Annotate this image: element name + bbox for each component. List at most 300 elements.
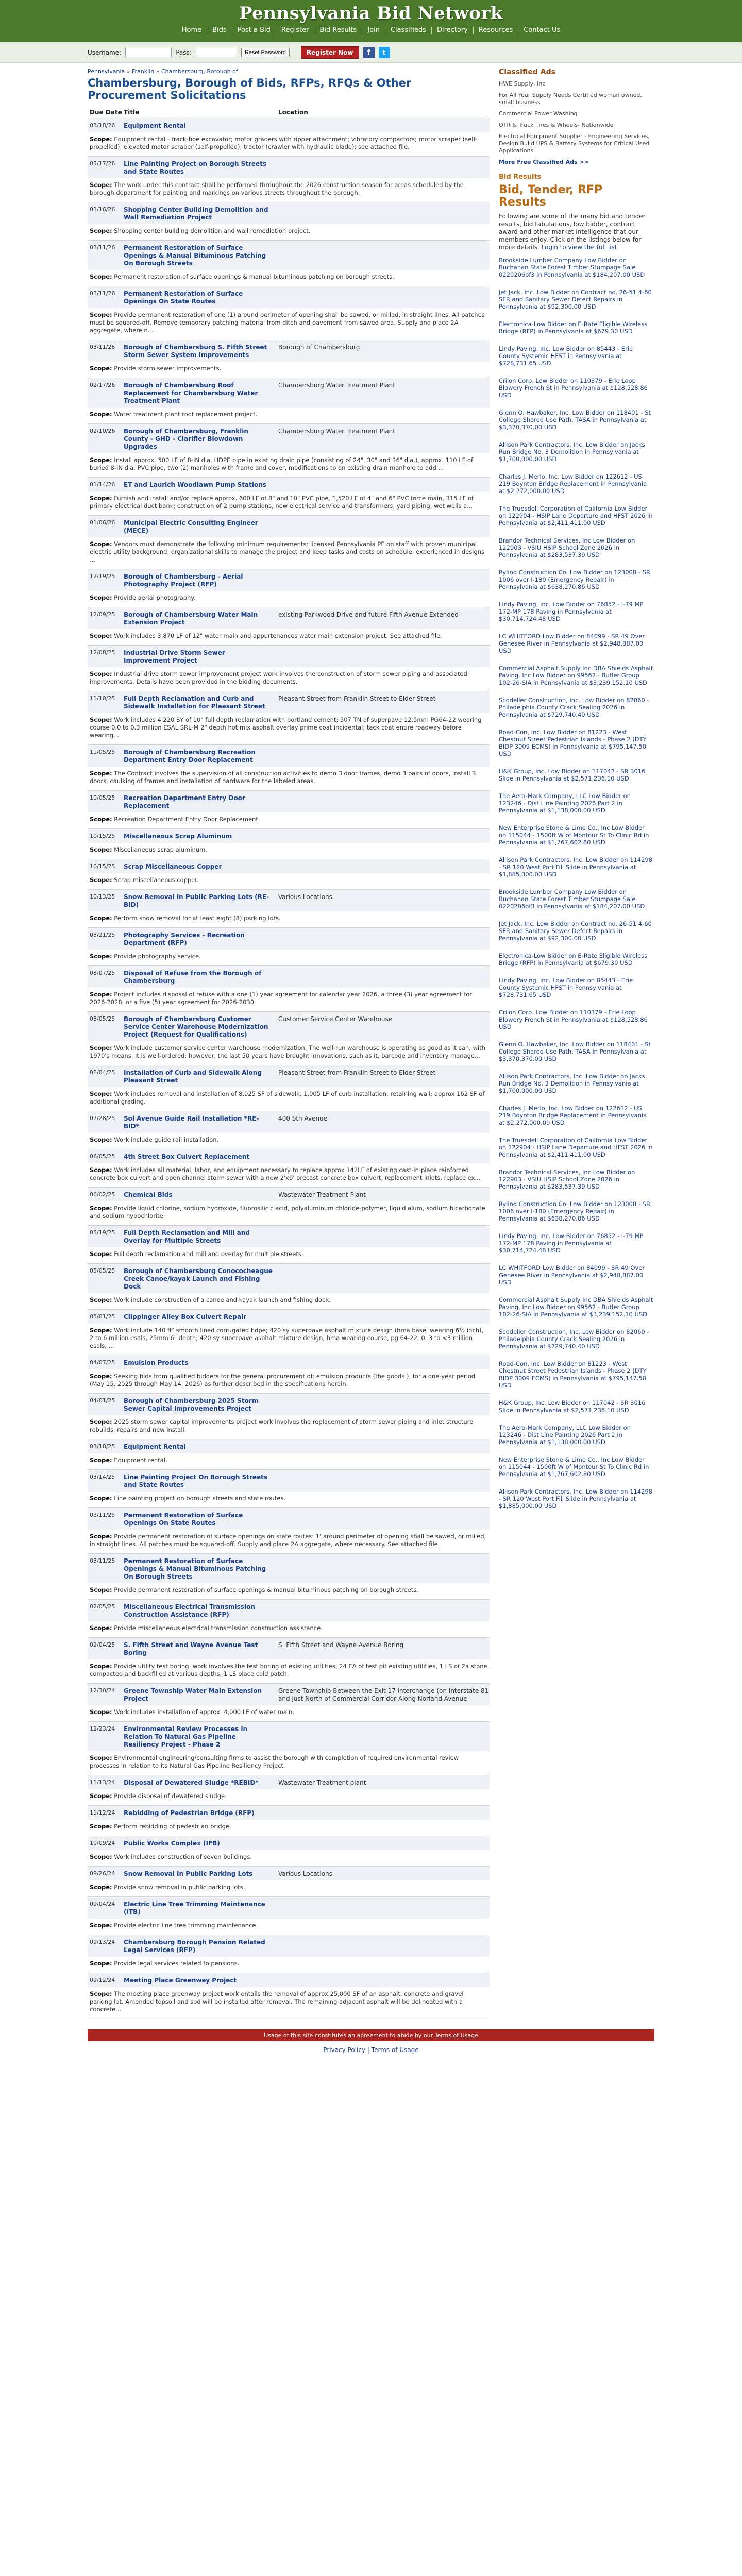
bid-result-item[interactable] [499,1424,653,1446]
bid-title-link[interactable]: Emulsion Products [124,1359,189,1366]
bid-title-link[interactable]: Sol Avenue Guide Rail Installation *RE-BID* [124,1115,259,1130]
bid-result-item[interactable] [499,473,653,495]
bid-row-header [88,1867,490,1880]
nav-item[interactable]: Join [362,27,385,34]
bid-row-header [88,1394,490,1415]
bid-location [278,1840,490,1848]
bid-result-item[interactable] [499,1232,653,1254]
scope-text: Permanent restoration of surface openings & manual bituminous patching on borough streets. [114,273,394,280]
bid-result-link[interactable]: LC WHITFORD Low Bidder on 84099 - SR 49 Over Genesee River in Pennsylvania at $2,948,887.00 USD [499,1264,645,1286]
bid-due-date: 11/05/25 [90,749,115,755]
nav-item[interactable]: Bid Results [314,27,362,34]
scope-label: Scope: [90,914,112,922]
bid-row-header [88,424,490,453]
bid-title-link[interactable]: Installation of Curb and Sidewalk Along Pleasant Street [124,1069,262,1084]
scope-label: Scope: [90,1990,112,1997]
bid-result-link[interactable]: Allison Park Contractors, Inc. Low Bidder on Jacks Run Bridge No. 3 Demolition in Pennsylvania at $1,700,000.00 USD [499,1073,645,1094]
scope-label: Scope: [90,1372,112,1380]
bid-result-link[interactable]: The Aero-Mark Company, LLC Low Bidder on 123246 - Dist Line Painting 2026 Part 2 in Pennsylvania at $1,138,000.00 USD [499,1424,631,1446]
bid-title-link[interactable]: 4th Street Box Culvert Replacement [124,1153,250,1160]
classified-ad[interactable]: Commercial Power Washing [499,110,578,117]
bid-result-item[interactable] [499,1296,653,1318]
scope-label: Scope: [90,1166,112,1174]
bid-result-item[interactable] [499,665,653,686]
bid-row-header [88,691,490,713]
scope-text: Work includes construction of seven buildings. [114,1853,252,1860]
breadcrumb-county[interactable]: Franklin [132,68,155,75]
bid-title-link[interactable]: Meeting Place Greenway Project [124,1977,237,1984]
bid-result-item[interactable] [499,633,653,654]
scope-label: Scope: [90,1205,112,1212]
bid-scope [88,1880,490,1896]
bid-title-link[interactable]: Line Painting Project on Borough Streets and State Routes [124,160,267,175]
bid-scope [88,713,490,744]
bid-title-link[interactable]: Scrap Miscellaneous Copper [124,863,222,870]
bid-scope [88,629,490,645]
bid-title-link[interactable]: Electric Line Tree Trimming Maintenance (ITB) [124,1901,265,1916]
bid-result-link[interactable]: Allison Park Contractors, Inc. Low Bidder on 114298 - SR 120 West Port Fill Slide in Pennsylvania at $1,885,000.00 USD [499,1488,653,1510]
bid-location [278,206,490,222]
bid-result-item[interactable] [499,1009,653,1030]
login-link[interactable]: Login to view the full list. [541,244,619,251]
bid-due-date: 03/14/25 [90,1473,115,1480]
bid-result-link[interactable]: Glenn O. Hawbaker, Inc. Low Bidder on 118401 - St College Shared Use Path, TASA in Pennsylvania at $3,370,370.00 USD [499,1041,651,1062]
bid-title-link[interactable]: Line Painting Project On Borough Streets and State Routes [124,1473,268,1488]
scope-label: Scope: [90,1044,112,1052]
bid-row-header [88,1188,490,1201]
username-input[interactable] [125,48,172,57]
password-input[interactable] [196,48,237,57]
bid-location: Wastewater Treatment plant [278,1779,366,1786]
bid-title-link[interactable]: Disposal of Refuse from the Borough of Chambersburg [124,970,262,985]
bid-row-header [88,1684,490,1705]
bid-title-link[interactable]: Public Works Complex (IFB) [124,1840,220,1847]
bid-result-link[interactable]: New Enterprise Stone & Lime Co., Inc Low Bidder on 115044 - 1500ft W of Montour St To Clinic Rd in Pennsylvania at $1,767,602.80 USD [499,824,649,846]
bid-result-link[interactable]: Allison Park Contractors, Inc. Low Bidder on Jacks Run Bridge No. 3 Demolition in Pennsylvania at $1,700,000.00 USD [499,441,645,463]
bid-scope [88,873,490,889]
bid-row-header [88,1806,490,1820]
bid-results-intro: Following are some of the many bid and tender results, bid tabulations, low bidder, contract award and other market intelligence that our members enjoy. Click on the listings below for more details. Login to view the full list. [499,213,646,251]
bid-due-date: 03/18/26 [90,122,115,129]
scope-label: Scope: [90,1456,112,1464]
bid-due-date: 08/04/25 [90,1069,115,1076]
bid-due-date: 08/21/25 [90,931,115,938]
nav-item[interactable]: Resources [474,27,518,34]
classified-ads-title: Classified Ads [499,68,555,76]
bid-row [88,1867,490,1897]
scope-text: Provide photography service. [114,953,201,960]
bid-result-link[interactable]: Charles J. Merlo, Inc. Low Bidder on 122612 - US 219 Boynton Bridge Replacement in Pennsylvania at $2,272,000.00 USD [499,473,647,495]
bid-title-link[interactable]: Borough of Chambersburg - Aerial Photography Project (RFP) [124,573,243,588]
scope-label: Scope: [90,540,112,548]
bid-result-item[interactable] [499,320,653,335]
bid-row [88,1600,490,1638]
scope-label: Scope: [90,1327,112,1334]
bid-result-link[interactable]: Brandor Technical Services, Inc Low Bidder on 122903 - VSIU HSIP School Zone 2026 in Pennsylvania at $283,537.39 USD [499,537,635,558]
bid-title-link[interactable]: Environmental Review Processes in Relation To Natural Gas Pipeline Resiliency Project - Phase 2 [124,1725,248,1748]
bid-due-date: 07/28/25 [90,1115,115,1122]
bid-title-link[interactable]: Borough of Chambersburg 2025 Storm Sewer Capital Improvements Project [124,1397,259,1412]
scope-label: Scope: [90,1418,112,1426]
bid-row-header [88,1439,490,1453]
bid-row-header [88,928,490,950]
bid-row-header [88,478,490,492]
privacy-link[interactable]: Privacy Policy [323,2046,366,2054]
bid-due-date: 04/01/25 [90,1397,115,1404]
bid-scope [88,1087,490,1111]
bid-result-item[interactable] [499,888,653,910]
bid-title-link[interactable]: Permanent Restoration of Surface Openings & Manual Bituminous Patching On Borough Streets [124,244,266,267]
bid-title-link[interactable]: Permanent Restoration of Surface Openings On State Routes [124,290,243,305]
bid-title-link[interactable]: Permanent Restoration of Surface Openings On State Routes [124,1512,243,1527]
scope-text: Furnish and install and/or replace approx. 600 LF of 8" and 10" PVC pipe, 1,520 LF of 4" and 6" PVC force main, 315 LF of primary electrical duct bank; construction of 2 pump stations, new electrical service and transformers, yard piping, wet wells a... [90,495,474,510]
scope-label: Scope: [90,846,112,853]
bid-row-header [88,1310,490,1324]
terms-link[interactable]: Terms of Usage [434,2032,478,2039]
bid-row-header [88,1470,490,1492]
nav-item[interactable]: Directory [432,27,474,34]
bid-result-item[interactable] [499,697,653,718]
bid-title-link[interactable]: Equipment Rental [124,122,187,129]
bid-title-link[interactable]: ET and Laurich Woodlawn Pump Stations [124,481,266,488]
bid-result-item[interactable] [499,977,653,998]
bid-result-link[interactable]: Lindy Paving, Inc. Low Bidder on 85443 - Erie County Systemic HFST in Pennsylvania at $728,731.65 USD [499,977,633,998]
bid-due-date: 10/05/25 [90,794,115,801]
main-nav [0,27,742,34]
bid-title-link[interactable]: Borough of Chambersburg Water Main Extension Project [124,611,258,626]
bid-due-date: 05/01/25 [90,1313,115,1320]
scope-text: Provide storm sewer improvements. [114,365,222,372]
bid-result-item[interactable] [499,569,653,590]
bid-scope [88,1987,490,2019]
bid-result-link[interactable]: Road-Con, Inc. Low Bidder on 81223 - West Chestnut Street Pedestrian Islands - Phase 2 (DTY BIDP 3009 ECMS) in Pennsylvania at $795,147.50 USD [499,728,647,757]
bid-title-link[interactable]: Full Depth Reclamation and Mill and Overlay for Multiple Streets [124,1229,250,1244]
bid-result-item[interactable] [499,1456,653,1478]
bid-scope [88,1247,490,1263]
scope-label: Scope: [90,1823,112,1830]
bid-title-link[interactable]: Clippinger Alley Box Culvert Repair [124,1313,247,1320]
bid-row [88,1310,490,1355]
nav-item[interactable]: Contact Us [524,26,561,34]
scope-text: Install approx. 500 LF of 8-IN dia. HDPE pipe in existing drain pipe (consisting of 24", 30" and 36" dia.), approx. 110 LF of buried 8-IN dia. PVC pipe, two (2) manholes with frame and cover, modifications to an existing drain manhole to add ... [90,456,474,471]
bid-title-link[interactable]: Rebidding of Pedestrian Bridge (RFP) [124,1809,255,1817]
scope-text: Miscellaneous scrap aluminum. [114,846,207,853]
bid-result-item[interactable] [499,345,653,367]
classified-ad[interactable]: HWE Supply, Inc [499,80,546,87]
facebook-icon[interactable]: f [363,47,375,58]
bid-row-header [88,1355,490,1369]
bid-result-item[interactable] [499,377,653,399]
scope-label: Scope: [90,953,112,960]
bid-title-link[interactable]: S. Fifth Street and Wayne Avenue Test Boring [124,1641,258,1656]
bid-location [278,160,490,176]
scope-label: Scope: [90,816,112,823]
scope-text: Work includes removal and installation of 8,025 SF of sidewalk, 1,005 LF of curb installation; retaining wall; approx 162 SF of additional grading. [90,1090,485,1105]
bid-due-date: 08/05/25 [90,1015,115,1022]
bid-title-link[interactable]: Recreation Department Entry Door Replacement [124,794,245,809]
scope-text: Industrial drive storm sewer improvement project work involves the construction of storm sewer piping and associated improvements. Details have been provided in the bidding documents. [90,670,467,685]
bid-result-link[interactable]: Jet Jack, Inc. Low Bidder on Contract no. 26-51 4-60 SFR and Sanitary Sewer Defect Repairs in Pennsylvania at $92,300.00 USD [499,289,652,310]
bid-title-link[interactable]: Borough of Chambersburg Conococheague Creek Canoe/kayak Launch and Fishing Dock [124,1267,273,1290]
bid-title-link[interactable]: Borough of Chambersburg Recreation Department Entry Door Replacement [124,749,256,764]
site-title[interactable]: Pennsylvania Bid Network [239,3,503,24]
bid-result-item[interactable] [499,1200,653,1222]
bid-result-item[interactable] [499,792,653,814]
bid-row [88,1065,490,1111]
scope-label: Scope: [90,1495,112,1502]
bid-result-link[interactable]: H&K Group, Inc. Low Bidder on 117042 - SR 3016 Slide in Pennsylvania at $2,571,236.10 USD [499,768,646,782]
bid-location [278,1443,490,1451]
bid-title-link[interactable]: Borough of Chambersburg, Franklin County - GHD - Clarifier Blowdown Upgrades [124,428,248,450]
register-now-button[interactable]: Register Now [301,46,359,59]
bid-result-link[interactable]: Crilon Corp. Low Bidder on 110379 - Erie Loop Blowery French St in Pennsylvania at $128,528.86 USD [499,1009,648,1030]
bid-result-item[interactable] [499,1105,653,1126]
bid-result-link[interactable]: The Truesdell Corporation of California Low Bidder on 122904 - HSIP Lane Departure and HFST 2026 in Pennsylvania at $2,411,411.00 USD [499,1137,653,1158]
bid-result-item[interactable] [499,601,653,622]
scope-label: Scope: [90,1708,112,1716]
bid-result-link[interactable]: Crilon Corp. Low Bidder on 110379 - Erie Loop Blowery French St in Pennsylvania at $128,528.86 USD [499,377,648,399]
bid-title-link[interactable]: Chambersburg Borough Pension Related Legal Services (RFP) [124,1939,265,1954]
bid-location [278,863,490,871]
bid-scope [88,308,490,340]
scope-text: Provide permanent restoration of surface openings on state routes: 1' around perimeter of opening shall be sawed, or milled, in straight lines. All patches must be squared-off. Supply and place 2A aggregate, where necessary. See attached file. [90,1533,486,1548]
bid-result-item[interactable] [499,952,653,967]
bid-title-link[interactable]: Industrial Drive Storm Sewer Improvement Project [124,649,225,664]
bid-row-header [88,118,490,132]
bid-result-link[interactable]: Electronica-Low Bidder on E-Rate Eligible Wireless Bridge (RFP) in Pennsylvania at $679.30 USD [499,952,648,967]
bid-location [278,1397,490,1413]
bid-title-link[interactable]: Shopping Center Building Demolition and Wall Remediation Project [124,206,268,221]
bid-result-item[interactable] [499,505,653,527]
bid-title-link[interactable]: Borough of Chambersburg Customer Service Center Warehouse Modernization Project (Request for Qualifications) [124,1015,268,1038]
scope-text: Provide permanent restoration of surface openings & manual bituminous patching on borough streets. [114,1586,418,1594]
bid-title-link[interactable]: Full Depth Reclamation and Curb and Sidewalk Installation for Pleasant Street [124,695,265,710]
bid-title-link[interactable]: Chemical Bids [124,1191,173,1198]
nav-item[interactable]: Bids [207,27,232,34]
bid-result-link[interactable]: Electronica-Low Bidder on E-Rate Eligible Wireless Bridge (RFP) in Pennsylvania at $679.30 USD [499,320,648,335]
bid-result-item[interactable] [499,1041,653,1062]
bid-result-item[interactable] [499,728,653,757]
bid-due-date: 03/11/25 [90,1557,115,1564]
bid-result-item[interactable] [499,289,653,310]
bid-title-link[interactable]: Snow Removal In Public Parking Lots [124,1870,253,1877]
password-label: Pass: [176,49,192,56]
classified-ad[interactable]: OTR & Truck Tires & Wheels- Nationwide [499,122,614,128]
bid-location [278,794,490,810]
bid-title-link[interactable]: Miscellaneous Scrap Aluminum [124,833,232,840]
bid-due-date: 03/11/25 [90,1512,115,1518]
bid-result-link[interactable]: Scodeller Construction, Inc. Low Bidder on 82060 - Philadelphia County Crack Sealing 2026 in Pennsylvania at $729,740.40 USD [499,1328,649,1350]
scope-text: Line painting project on borough streets and state routes. [114,1495,286,1502]
bid-result-item[interactable] [499,1488,653,1510]
bid-due-date: 09/13/24 [90,1939,115,1945]
bid-result-item[interactable] [499,257,653,278]
bid-result-link[interactable]: Brandor Technical Services, Inc Low Bidder on 122903 - VSIU HSIP School Zone 2026 in Pennsylvania at $283,537.39 USD [499,1168,635,1190]
bid-row-header [88,1775,490,1789]
bid-location [278,1809,490,1817]
bid-scope [88,453,490,477]
bid-row [88,1264,490,1310]
scope-text: Full depth reclamation and mill and overlay for multiple streets. [114,1250,303,1258]
bid-result-link[interactable]: Rylind Construction Co. Low Bidder on 123008 - SR 1006 over I-180 (Emergency Repair) in Pennsylvania at $638,270.86 USD [499,569,650,590]
bid-result-link[interactable]: Road-Con, Inc. Low Bidder on 81223 - West Chestnut Street Pedestrian Islands - Phase 2 (DTY BIDP 3009 ECMS) in Pennsylvania at $795,147.50 USD [499,1360,647,1389]
breadcrumb-agency[interactable]: Chambersburg, Borough of [161,68,238,75]
bid-row-header [88,745,490,767]
bid-result-item[interactable] [499,1168,653,1190]
bid-row [88,1836,490,1867]
scope-label: Scope: [90,1624,112,1632]
bid-title-link[interactable]: Borough of Chambersburg Roof Replacement for Chambersburg Water Treatment Plant [124,382,258,404]
bid-result-link[interactable]: Lindy Paving, Inc. Low Bidder on 76852 - I-79 MP 172-MP 178 Paving in Pennsylvania at $30,714,724.48 USD [499,601,644,622]
bid-row [88,791,490,829]
scope-text: The work under this contract shall be performed throughout the 2026 construction season for areas scheduled by the borough department for painting and markings on various streets throughout the borough. [90,181,464,196]
bid-title-link[interactable]: Photography Services - Recreation Department (RFP) [124,931,245,946]
scope-label: Scope: [90,770,112,777]
bid-result-link[interactable]: Jet Jack, Inc. Low Bidder on Contract no. 26-51 4-60 SFR and Sanitary Sewer Defect Repairs in Pennsylvania at $92,300.00 USD [499,920,652,942]
bid-location [278,290,490,306]
bid-results-title: Bid, Tender, RFP Results [499,183,603,209]
breadcrumb: Pennsylvania » Franklin » Chambersburg, Borough of [88,68,238,75]
bid-result-item[interactable] [499,920,653,942]
scope-text: Work include guide rail installation. [114,1136,219,1143]
classified-ad[interactable]: Electrical Equipment Supplier - Engineering Services, Design Build UPS & Battery Systems for Critical Used Applications [499,133,650,154]
bid-due-date: 11/10/25 [90,695,115,702]
bid-row [88,607,490,646]
scope-label: Scope: [90,1296,112,1303]
bid-result-link[interactable]: Commercial Asphalt Supply Inc DBA Shields Asphalt Paving, Inc Low Bidder on 99562 - Butler Group 102-26-SIA in Pennsylvania at $3,239,152.10 USD [499,1296,653,1318]
bid-row-header [88,966,490,988]
nav-item[interactable]: Classifieds [385,27,432,34]
username-label: Username: [88,49,122,56]
bid-row-header [88,241,490,270]
bid-title-link[interactable]: Municipal Electric Consulting Engineer (MECE) [124,519,258,534]
bid-result-link[interactable]: The Aero-Mark Company, LLC Low Bidder on 123246 - Dist Line Painting 2026 Part 2 in Pennsylvania at $1,138,000.00 USD [499,792,631,814]
bid-result-link[interactable]: Scodeller Construction, Inc. Low Bidder on 82060 - Philadelphia County Crack Sealing 2026 in Pennsylvania at $729,740.40 USD [499,697,649,718]
bid-location: S. Fifth Street and Wayne Avenue Boring [278,1641,404,1649]
scope-text: Provide aerial photography. [114,594,196,601]
bid-row [88,1722,490,1775]
bid-due-date: 03/11/26 [90,244,115,251]
bid-row [88,1554,490,1600]
bid-title-link[interactable]: Miscellaneous Electrical Transmission Construction Assistance (RFP) [124,1603,255,1618]
bid-result-link[interactable]: Allison Park Contractors, Inc. Low Bidder on 114298 - SR 120 West Port Fill Slide in Pennsylvania at $1,885,000.00 USD [499,856,653,878]
bid-result-item[interactable] [499,1399,653,1414]
bid-title-link[interactable]: Snow Removal in Public Parking Lots (RE-BID) [124,893,269,908]
scope-text: Environmental engineering/consulting firms to assist the borough with completion of required environmental review processes in relation to its Natural Gas Pipeline Resiliency Project. [90,1754,459,1769]
bid-result-item[interactable] [499,768,653,782]
bid-result-link[interactable]: Brookside Lumber Company Low Bidder on Buchanan State Forest Timber Stumpage Sale 0220206of3 in Pennsylvania at $184,207.00 USD [499,257,645,278]
bid-title-link[interactable]: Permanent Restoration of Surface Openings & Manual Bituminous Patching On Borough Streets [124,1557,266,1580]
bid-result-link[interactable]: Rylind Construction Co. Low Bidder on 123008 - SR 1006 over I-180 (Emergency Repair) in Pennsylvania at $638,270.86 USD [499,1200,650,1222]
terms-of-usage-link[interactable]: Terms of Usage [371,2046,419,2054]
bid-title-link[interactable]: Greene Township Water Main Extension Project [124,1687,262,1702]
bid-row-header [88,1149,490,1163]
bid-row-header [88,1012,490,1041]
bid-scope [88,1919,490,1935]
bid-due-date: 05/05/25 [90,1267,115,1274]
scope-label: Scope: [90,876,112,884]
page-content [88,63,654,2019]
bid-row-header [88,1554,490,1583]
bid-row-header [88,1264,490,1293]
bid-result-link[interactable]: LC WHITFORD Low Bidder on 84099 - SR 49 Over Genesee River in Pennsylvania at $2,948,887.00 USD [499,633,645,654]
bid-result-item[interactable] [499,1328,653,1350]
nav-item[interactable]: Register [276,27,315,34]
classified-ads-list [499,80,653,166]
scope-text: Vendors must demonstrate the following minimum requirements: licensed Pennsylvania PE on staff with proven municipal electric utility background, organizational skills to manage the project and keep tasks and costs on schedule, experienced in designs ... [90,540,485,563]
scope-text: Provide disposal of dewatered sludge. [114,1792,227,1800]
nav-item[interactable]: Post a Bid [232,27,276,34]
bid-scope [88,537,490,569]
bid-title-link[interactable]: Equipment Rental [124,1443,187,1450]
scope-text: Provide liquid chlorine, sodium hydroxide, fluorosilicic acid, polyaluminum chloride-polymer, liquid alum, sodium bicarbonate and sodium hypochlorite. [90,1205,485,1219]
bid-scope [88,1820,490,1836]
bid-result-item[interactable] [499,537,653,558]
scope-label: Scope: [90,1792,112,1800]
scope-text: Equipment rental. [114,1456,167,1464]
bid-due-date: 12/08/25 [90,649,115,656]
bid-result-item[interactable] [499,1264,653,1286]
bid-result-item[interactable] [499,824,653,846]
bid-result-item[interactable] [499,1073,653,1094]
bid-result-link[interactable]: New Enterprise Stone & Lime Co., Inc Low Bidder on 115044 - 1500ft W of Montour St To Clinic Rd in Pennsylvania at $1,767,602.80 USD [499,1456,649,1478]
bid-title-link[interactable]: Disposal of Dewatered Sludge *REBID* [124,1779,259,1786]
bid-row-header [88,1508,490,1530]
bid-due-date: 10/13/25 [90,893,115,900]
bid-scope [88,1621,490,1637]
bid-result-item[interactable] [499,441,653,463]
bid-result-link[interactable]: The Truesdell Corporation of California Low Bidder on 122904 - HSIP Lane Departure and HFST 2026 in Pennsylvania at $2,411,411.00 USD [499,505,653,527]
sidebar [499,68,653,2019]
bid-row [88,286,490,340]
bid-result-link[interactable]: Lindy Paving, Inc. Low Bidder on 85443 - Erie County Systemic HFST in Pennsylvania at $728,731.65 USD [499,345,633,367]
bid-result-link[interactable]: Brookside Lumber Company Low Bidder on Buchanan State Forest Timber Stumpage Sale 0220206of3 in Pennsylvania at $184,207.00 USD [499,888,645,910]
bid-due-date: 10/15/25 [90,863,115,870]
page-title: Chambersburg, Borough of Bids, RFPs, RFQs & Other Procurement Solicitations [88,77,412,101]
bid-scope [88,1530,490,1553]
bid-result-item[interactable] [499,1137,653,1158]
more-classified-ads-link[interactable]: More Free Classified Ads >> [499,159,589,165]
twitter-icon[interactable]: t [379,47,390,58]
reset-password-button[interactable]: Reset Password [241,48,290,57]
bid-location: existing Parkwood Drive and future Fifth Avenue Extended [278,611,459,618]
nav-item[interactable]: Home [177,27,207,34]
bid-result-item[interactable] [499,409,653,431]
bid-result-link[interactable]: H&K Group, Inc. Low Bidder on 117042 - SR 3016 Slide in Pennsylvania at $2,571,236.10 USD [499,1399,646,1414]
bid-result-link[interactable]: Commercial Asphalt Supply Inc DBA Shields Asphalt Paving, Inc Low Bidder on 99562 - Butler Group 102-26-SIA in Pennsylvania at $3,239,152.10 USD [499,665,653,686]
bid-location: Customer Service Center Warehouse [278,1015,393,1023]
bid-result-link[interactable]: Glenn O. Hawbaker, Inc. Low Bidder on 118401 - St College Shared Use Path, TASA in Pennsylvania at $3,370,370.00 USD [499,409,651,431]
bid-row-header [88,1111,490,1133]
bid-row-header [88,378,490,408]
classified-ad[interactable]: For All Your Supply Needs Certified woman owned, small business [499,92,642,106]
bid-result-link[interactable]: Lindy Paving, Inc. Low Bidder on 76852 - I-79 MP 172-MP 178 Paving in Pennsylvania at $30,714,724.48 USD [499,1232,644,1254]
bid-title-link[interactable]: Borough of Chambersburg S. Fifth Street Storm Sewer System Improvements [124,344,267,359]
bid-result-link[interactable]: Charles J. Merlo, Inc. Low Bidder on 122612 - US 219 Boynton Bridge Replacement in Pennsylvania at $2,272,000.00 USD [499,1105,647,1126]
bid-row-header [88,607,490,629]
bid-row [88,1012,490,1065]
scope-text: Provide legal services related to pensions. [114,1960,240,1967]
bid-result-item[interactable] [499,1360,653,1389]
bid-row [88,890,490,928]
scope-label: Scope: [90,181,112,189]
breadcrumb-state[interactable]: Pennsylvania [88,68,125,75]
bid-due-date: 03/18/25 [90,1443,115,1450]
bid-row-header [88,202,490,224]
bid-result-item[interactable] [499,856,653,878]
bid-due-date: 01/14/26 [90,481,115,488]
bid-row [88,516,490,569]
